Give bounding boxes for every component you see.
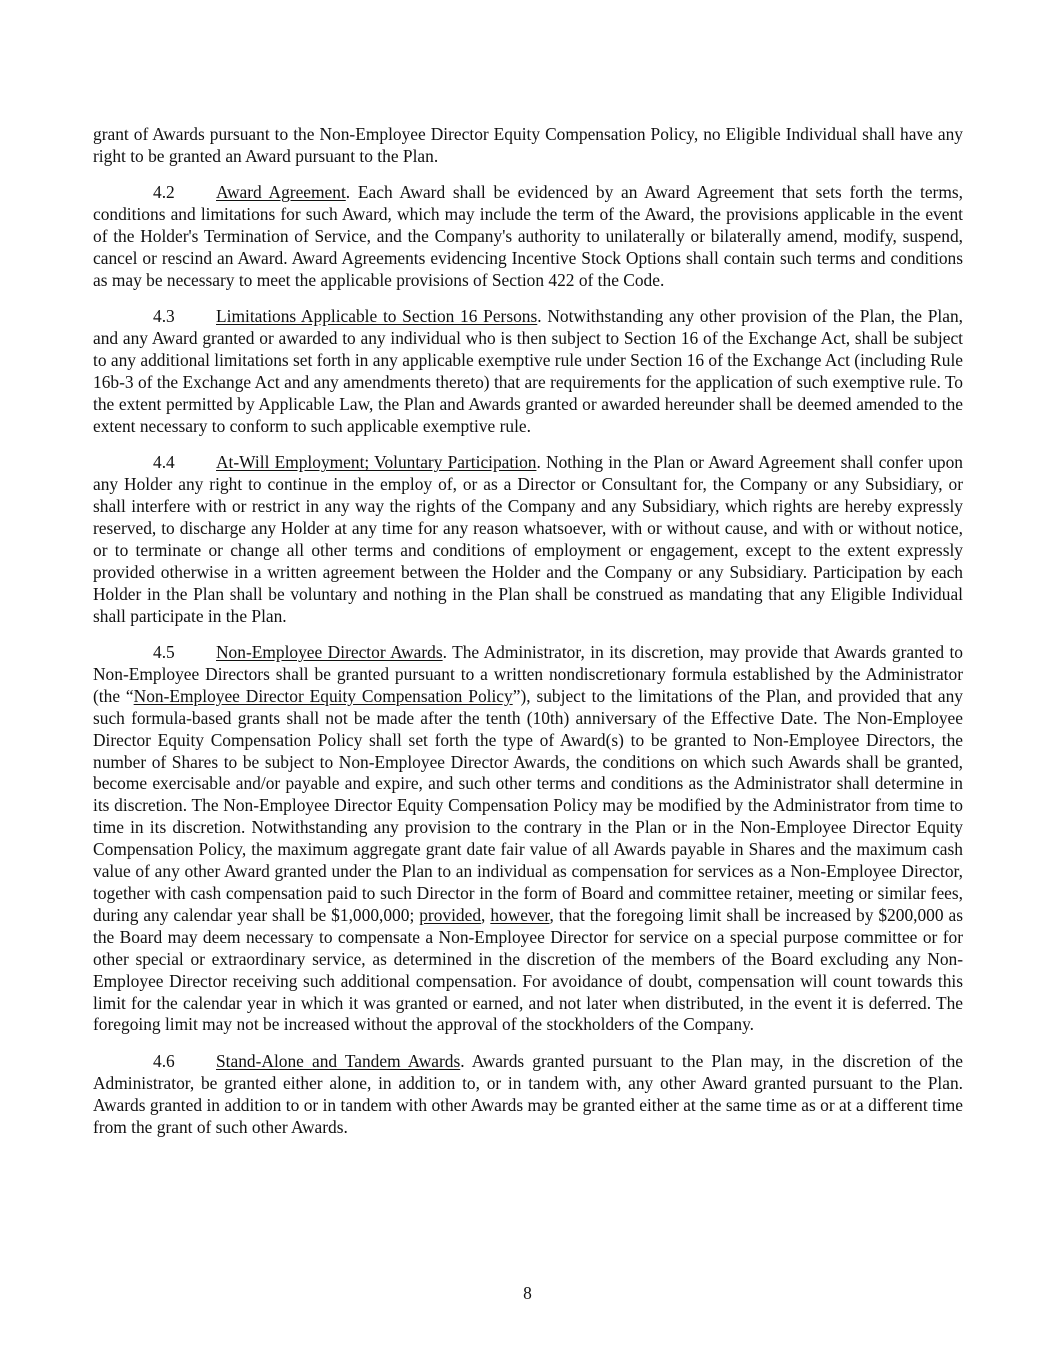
section-heading: Non-Employee Director Awards: [216, 642, 443, 663]
defined-term: Non-Employee Director Equity Compensation Policy: [133, 685, 513, 706]
section-4-2: [93, 182, 963, 292]
section-number: 4.4: [153, 452, 175, 473]
section-text: ”), subject to the limitations of the Plan, and provided that any such formula-based grants shall not be made after the tenth (10th) anniversary of the Effective Date. The Non-Employee Director Equity Compensation Policy shall set forth the type of Award(s) to be granted to Non-Employee Directors, the number of Shares to be subject to Non-Employee Director Awards, the conditions on which such Awards shall be granted, become exercisable and/or payable and expire, and such other terms and conditions as the Administrator shall determine in its discretion. The Non-Employee Director Equity Compensation Policy may be modified by the Administrator from time to time in its discretion. Notwithstanding any provision to the contrary in the Plan or in the Non-Employee Director Equity Compensation Policy, the maximum aggregate grant date fair value of all Awards payable in Shares and the maximum cash value of any other Award granted under the Plan to an individual as compensation for services as a Non-Employee Director, together with cash compensation paid to such Director in the form of Board and committee retainer, meeting or similar fees, during any calendar year shall be $1,000,000;: [93, 685, 963, 925]
intro-paragraph: grant of Awards pursuant to the Non-Employee Director Equity Compensation Policy, no Eligible Individual shall have any right to be granted an Award pursuant to the Plan.: [93, 124, 963, 166]
section-text: . Awards granted pursuant to the Plan may, in the discretion of the Administrator, be granted either alone, in addition to, or in tandem with, any other Award granted pursuant to the Plan. Awards granted in addition to or in tandem with other Awards may be granted either at the same time as or at a different time from the grant of such other Awards.: [93, 1050, 963, 1137]
section-4-5: [93, 642, 963, 1036]
provided-term: provided: [419, 904, 482, 925]
section-number: 4.6: [153, 1050, 175, 1071]
section-text: . Each Award shall be evidenced by an Award Agreement that sets forth the terms, conditions and limitations for such Award, which may include the term of the Award, the provisions applicable in the event of the Holder's Termination of Service, and the Company's authority to unilaterally or bilaterally amend, modify, suspend, cancel or rescind an Award. Award Agreements evidencing Incentive Stock Options shall contain such terms and conditions as may be necessary to meet the applicable provisions of Section 422 of the Code.: [93, 182, 963, 290]
section-heading: At-Will Employment; Voluntary Participation: [216, 452, 537, 473]
section-text: , that the foregoing limit shall be increased by $200,000 as the Board may deem necessary to compensate a Non-Employee Director for service on a special purpose committee or for other special or extraordinary service, as determined in the discretion of the members of the Board excluding any Non-Employee Director receiving such additional compensation. For avoidance of doubt, compensation will count towards this limit for the calendar year in which it was granted or earned, and not later when distributed, in the event it is deferred. The foregoing limit may not be increased without the approval of the stockholders of the Company.: [93, 904, 963, 1035]
section-number: 4.5: [153, 642, 175, 663]
section-text: . Nothing in the Plan or Award Agreement shall confer upon any Holder any right to continue in the employ of, or as a Director or Consultant for, the Company or any Subsidiary, or shall interfere with or restrict in any way the rights of the Company and any Subsidiary, which rights are hereby expressly reserved, to discharge any Holder at any time for any reason whatsoever, with or without cause, and with or without notice, or to terminate or change all other terms and conditions of employment or engagement, except to the extent expressly provided otherwise in a written agreement between the Holder and the Company or any Subsidiary. Participation by each Holder in the Plan shall be voluntary and nothing in the Plan shall be construed as mandating that any Eligible Individual shall participate in the Plan.: [93, 452, 963, 626]
section-4-3: [93, 306, 963, 437]
section-text: . The Administrator, in its discretion, may provide that Awards granted to Non-Employee Directors shall be granted pursuant to a written nondiscretionary formula established by the Administrator (the “: [93, 642, 963, 706]
section-4-6: [93, 1051, 963, 1139]
comma: ,: [481, 904, 491, 925]
section-number: 4.2: [153, 182, 175, 203]
section-heading: Award Agreement: [216, 182, 346, 203]
however-term: however: [490, 904, 550, 925]
section-number: 4.3: [153, 306, 175, 327]
section-text: . Notwithstanding any other provision of the Plan, the Plan, and any Award granted or awarded to any individual who is then subject to Section 16 of the Exchange Act, shall be subject to any additional limitations set forth in any applicable exemptive rule under Section 16 of the Exchange Act (including Rule 16b-3 of the Exchange Act and any amendments thereto) that are requirements for the application of such exemptive rule. To the extent permitted by Applicable Law, the Plan and Awards granted or awarded hereunder shall be deemed amended to the extent necessary to conform to such applicable exemptive rule.: [93, 306, 963, 436]
page-number: 8: [523, 1283, 532, 1303]
section-heading: Stand-Alone and Tandem Awards: [216, 1050, 461, 1071]
section-heading: Limitations Applicable to Section 16 Persons: [216, 306, 538, 327]
section-4-4: [93, 452, 963, 627]
